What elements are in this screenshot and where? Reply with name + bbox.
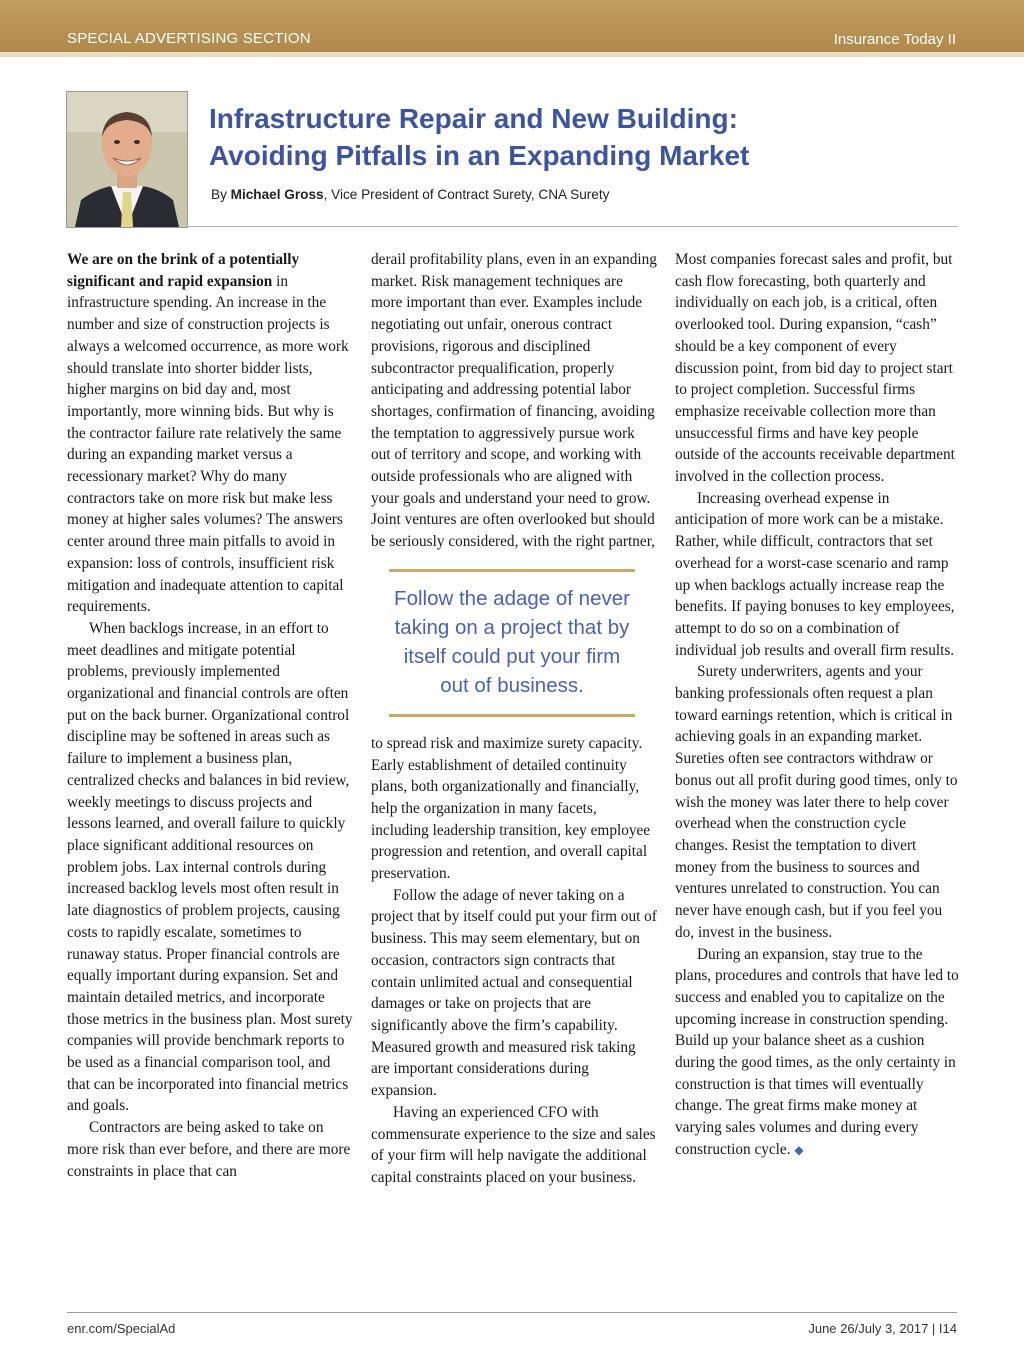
paragraph-3-continued-2: to spread risk and maximize surety capacity. Early establishment of detailed continuity plans, both organizationally and financially, help the organization in many facets, including leadership transition, key employee progression and retention, and overall capital preservation. xyxy=(371,734,651,883)
paragraph-4: Follow the adage of never taking on a project that by itself could put your firm out of business. This may seem elementary, but on occasion, contractors sign contracts that contain unlimited actual and consequential damages or take on projects that are significantly above the firm’s capability. Measured growth and measured risk taking are important considerations during expansion. xyxy=(371,886,657,1100)
paragraph-1-text: in infrastructure spending. An increase in the number and size of construction projects is always a welcomed occurrence, as more work should translate into shorter bidder lists, higher margins on bid day and, most importantly, more winning bids. But why is the contractor failure rate relatively the same during an expanding market versus a recessionary market? Why do many contractors take on more risk but make less money at higher sales volumes? The answers center around three main pitfalls to avoid in expansion: loss of controls, insufficient risk mitigation and inadequate attention to capital requirements. xyxy=(67,272,349,616)
section-header-bar xyxy=(0,0,1024,52)
paragraph-8: Surety underwriters, agents and your banking professionals often request a plan toward earnings retention, which is critical in achieving goals in an expanding market. Sureties often see contractors withdraw or bonus out all profit during good times, only to wish the money was later there to help cover overhead when the construction cycle changes. Resist the temptation to divert money from the business to sources and ventures unrelated to construction. You can never have enough cash, but if you feel you do, invest in the business. xyxy=(675,663,958,941)
paragraph-3: Contractors are being asked to take on more risk than ever before, and there are more constraints in place that can xyxy=(67,1119,351,1180)
byline-prefix: By xyxy=(211,187,231,202)
column-2 xyxy=(371,249,657,1189)
paragraph-5: Having an experienced CFO with commensurate experience to the size and sales of your firm will help navigate the additional capital constraints placed on your business. xyxy=(371,1103,656,1186)
author-name: Michael Gross xyxy=(230,187,324,202)
column-1 xyxy=(67,249,353,1182)
byline xyxy=(211,187,609,202)
paragraph-9 xyxy=(675,944,961,1162)
footer-divider xyxy=(67,1312,957,1313)
header-divider xyxy=(187,226,957,227)
author-role: , Vice President of Contract Surety, CNA Surety xyxy=(323,187,610,202)
lead-in: We are on the brink of a potentially significant and rapid expansion xyxy=(67,251,300,290)
title-line-1: Infrastructure Repair and New Building: xyxy=(209,103,738,134)
paragraph-6: Most companies forecast sales and profit, but cash flow forecasting, both quarterly and individually on each job, is a critical, often overlooked tool. During expansion, “cash” should be a key component of every discussion point, from bid day to project start to project completion. Successful firms emphasize receivable collection more than unsuccessful firms and have key people outside of the accounts receivable department involved in the collection process. xyxy=(675,251,955,486)
paragraph-1 xyxy=(67,249,353,618)
column-3 xyxy=(675,249,961,1162)
section-label: SPECIAL ADVERTISING SECTION xyxy=(67,30,311,47)
paragraph-9-text: During an expansion, stay true to the plans, procedures and controls that have led to success and enabled you to capitalize on the upcoming increase in construction spending. Build up your balance sheet as a cushion during the good times, as the only certainty in construction is that times will eventually change. The great firms make money at varying sales volumes and during every construction cycle. xyxy=(675,945,959,1158)
article-title xyxy=(209,100,969,174)
paragraph-3-continued: derail profitability plans, even in an expanding market. Risk management techniques are more important than ever. Examples include negotiating out unfair, onerous contract provisions, rigorous and disciplined subcontractor prequalification, properly anticipating and addressing potential labor shortages, confirmation of financing, avoiding the temptation to aggressively pursue work out of territory and scope, and working with outside professionals who are aligned with your goals and understand your need to grow. Joint ventures are often overlooked but should be seriously considered, with the right partner, xyxy=(371,251,657,551)
author-photo xyxy=(67,92,187,227)
footer-url: enr.com/SpecialAd xyxy=(67,1321,176,1336)
publication-label: Insurance Today II xyxy=(833,31,956,48)
paragraph-7: Increasing overhead expense in anticipation of more work can be a mistake. Rather, while difficult, contractors that set overhead for a worst-case scenario and ramp up when backlogs actually increase reap the benefits. If paying bonuses to key employees, attempt to do so on a combination of individual job results and overall firm results. xyxy=(675,489,955,659)
paragraph-2: When backlogs increase, in an effort to meet deadlines and mitigate potential problems, previously implemented organizational and financial controls are often put on the back burner. Organizational control discipline may be softened in areas such as failure to implement a business plan, centralized checks and balances in bid review, weekly meetings to discuss projects and lessons learned, and overall failure to quickly place significant additional resources on problem jobs. Lax internal controls during increased backlog levels most often result in late diagnostics of problem projects, causing costs to rapidly escalate, sometimes to runaway status. Proper financial controls are equally important during expansion. Set and maintain detailed metrics, and incorporate those metrics in the business plan. Most surety companies will provide benchmark reports to be used as a financial comparison tool, and that can be incorporated into financial metrics and goals. xyxy=(67,619,353,1115)
end-mark-icon: ◆ xyxy=(794,1142,804,1157)
footer-date-page: June 26/July 3, 2017 | I14 xyxy=(808,1321,957,1336)
title-line-2: Avoiding Pitfalls in an Expanding Market xyxy=(209,140,750,171)
pull-quote: Follow the adage of never taking on a project that by itself could put your firm out of business. xyxy=(389,569,635,717)
